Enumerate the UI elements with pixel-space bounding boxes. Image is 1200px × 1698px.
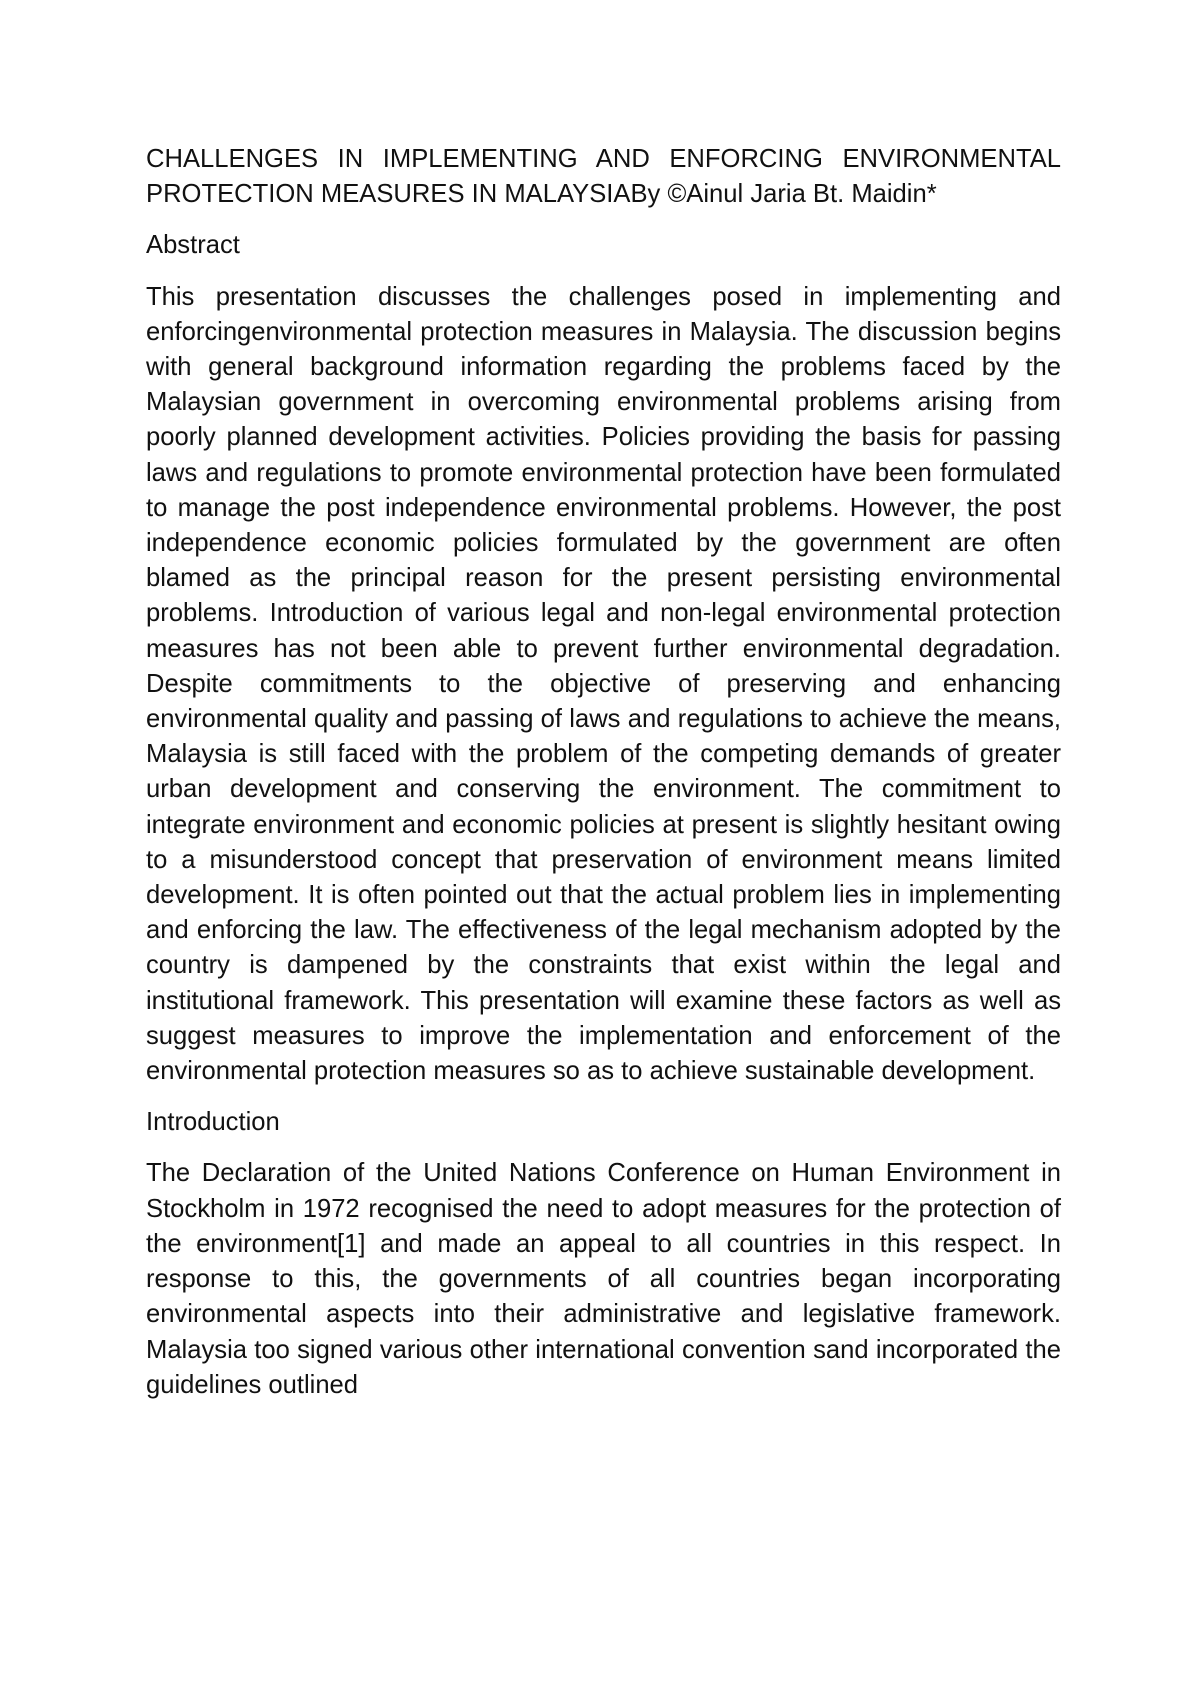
- document-title: CHALLENGES IN IMPLEMENTING AND ENFORCING ENVIRONMENTAL PROTECTION MEASURES IN MALAYSIABy ©Ainul Jaria Bt. Maidin*: [146, 145, 1061, 209]
- introduction-paragraph: The Declaration of the United Nations Conference on Human Environment in Stockholm in 1972 recognised the need to adopt measures for the protection of the environment[1] and made an appeal to all countries in this respect. In response to this, the governments of all countries began incorporating environmental aspects into their administrative and legislative framework. Malaysia too signed various other international convention sand incorporated the guidelines outlined: [146, 1159, 1061, 1399]
- document-page: [146, 142, 1061, 1419]
- introduction-heading: Introduction: [146, 1108, 280, 1137]
- abstract-paragraph: This presentation discusses the challenges posed in implementing and enforcingenvironmental protection measures in Malaysia. The discussion begins with general background information regarding the problems faced by the Malaysian government in overcoming environmental problems arising from poorly planned development activities. Policies providing the basis for passing laws and regulations to promote environmental protection have been formulated to manage the post independence environmental problems. However, the post independence economic policies formulated by the government are often blamed as the principal reason for the present persisting environmental problems. Introduction of various legal and non-legal environmental protection measures has not been able to prevent further environmental degradation. Despite commitments to the objective of preserving and enhancing environmental quality and passing of laws and regulations to achieve the means, Malaysia is still faced with the problem of the competing demands of greater urban development and conserving the environment. The commitment to integrate environment and economic policies at present is slightly hesitant owing to a misunderstood concept that preservation of environment means limited development. It is often pointed out that the actual problem lies in implementing and enforcing the law. The effectiveness of the legal mechanism adopted by the country is dampened by the constraints that exist within the legal and institutional framework. This presentation will examine these factors as well as suggest measures to improve the implementation and enforcement of the environmental protection measures so as to achieve sustainable development.: [146, 282, 1061, 1086]
- abstract-heading: Abstract: [146, 231, 240, 260]
